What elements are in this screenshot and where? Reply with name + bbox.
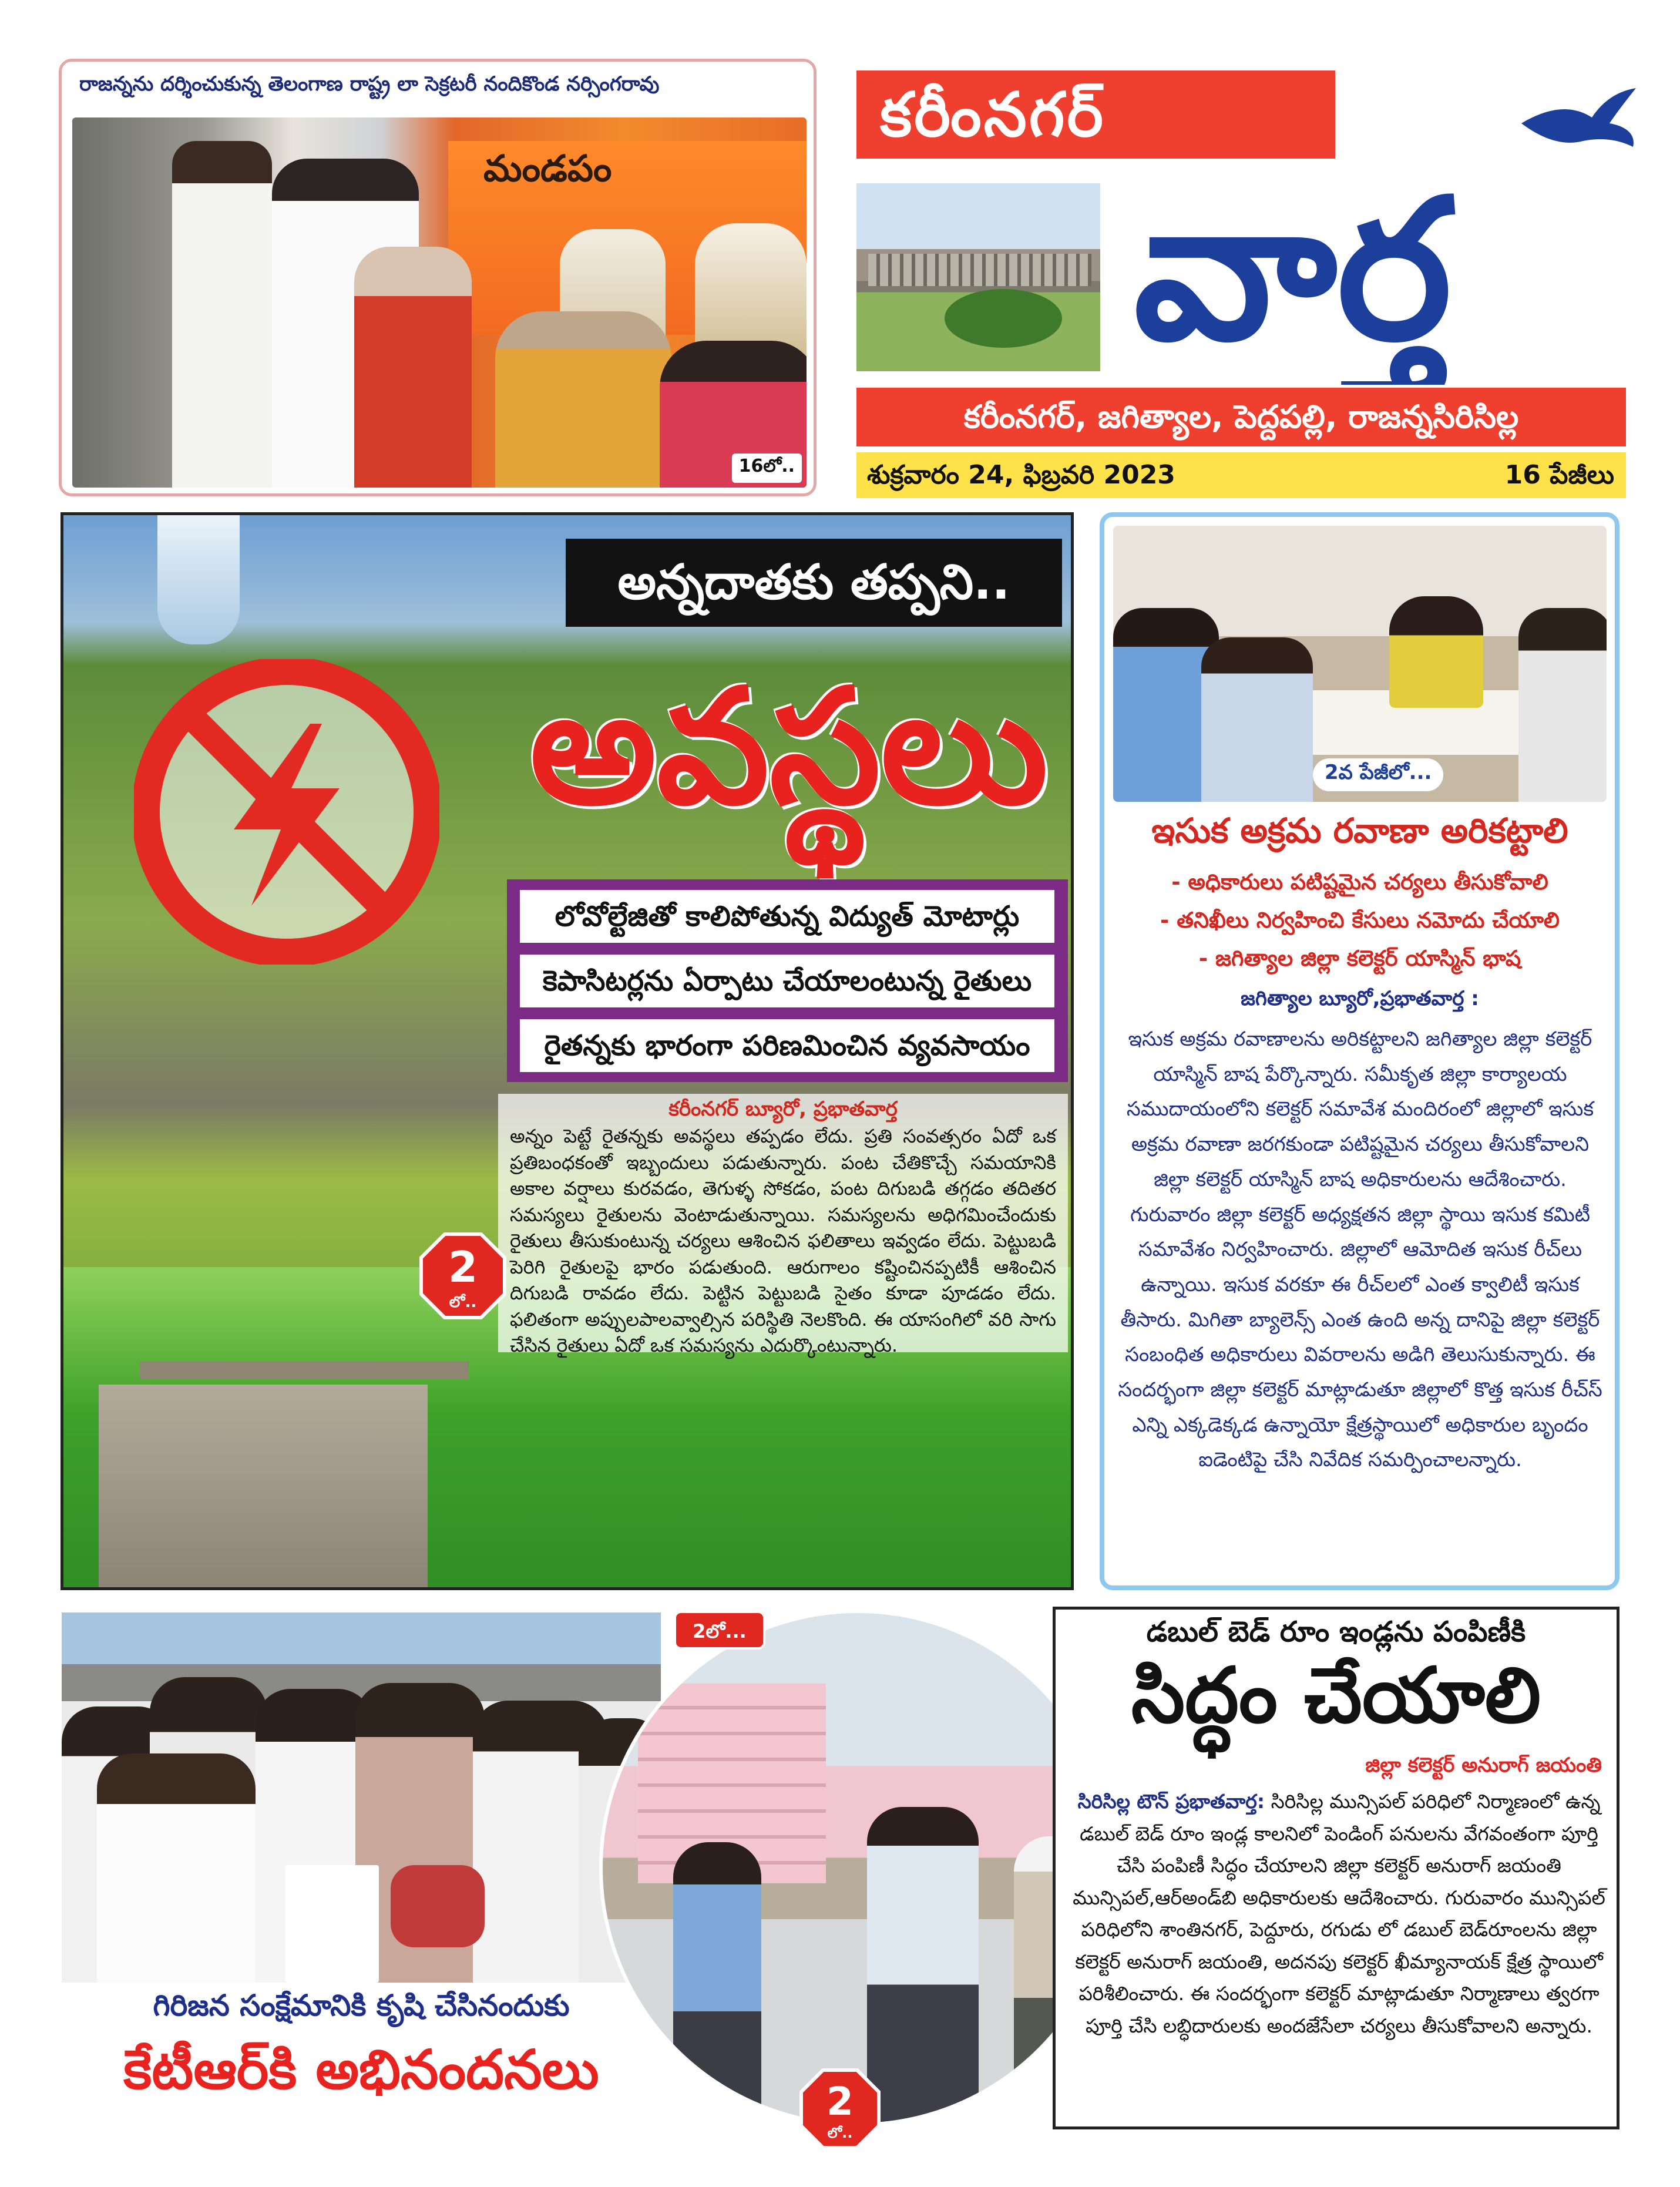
lead-kicker: అన్నదాతకు తప్పని.. xyxy=(566,539,1062,627)
house-body-text: సిరిసిల్ల మున్సిపల్ పరిధిలో నిర్మాణంలో ఉన్న డబుల్ బెడ్ రూం ఇండ్ల కాలనిలో పెండింగ్ పనులను వేగవంతంగా పూర్తి చేసి పంపిణీ సిద్ధం చేయాలని జిల్లా కలెక్టర్ అనురాగ్ జయంతి మున్సిపల్,ఆర్‌అండ్‌బి అధికారులకు ఆదేశించారు. గురువారం మున్సిపల్ పరిధిలోని శాంతినగర్, పెద్దూరు, రగుడు లో డబుల్ బెడ్‌రూంలను జిల్లా కలెక్టర్ అనురాగ్ జయంతి, అదనపు కలెక్టర్ ఖీమ్యానాయక్ క్షేత్ర స్థాయిలో పరిశీలించారు. ఈ సందర్భంగా కలెక్టర్ మాట్లాడుతూ నిర్మాణాలు త్వరగా పూర్తి చేసి లబ్ధిదారులకు అందజేసేలా చర్యలు తీసుకోవాలని అన్నారు. xyxy=(1073,1790,1605,2037)
lead-subhead: లోవోల్టేజితో కాలిపోతున్న విద్యుత్ మోటార్లు xyxy=(520,890,1054,943)
no-power-sign-icon xyxy=(134,659,439,965)
house-kicker: డబుల్ బెడ్ రూం ఇండ్లను పంపిణీకి xyxy=(1146,1615,1526,1648)
house-headline: సిద్ధం చేయాలి xyxy=(1131,1651,1541,1740)
sand-bullet: - అధికారులు పటిష్టమైన చర్యలు తీసుకోవాలి xyxy=(1171,869,1548,895)
top-photo-caption: రాజన్నను దర్శించుకున్న తెలంగాణ రాష్ట్ర లా సెక్రటరీ నందికొండ నర్సింగరావు xyxy=(79,72,660,96)
page-jump-tag-icon[interactable] xyxy=(673,1610,767,1651)
lead-byline: కరీంనగర్ బ్యూరో, ప్రభాతవార్త xyxy=(668,1097,898,1121)
ktr-group-photo xyxy=(62,1612,661,1983)
sand-headline: ఇసుక అక్రమ రవాణా అరికట్టాలి xyxy=(1151,811,1568,851)
sand-body: ఇసుక అక్రమ రవాణాలను అరికట్టాలని జగిత్యాల జిల్లా కలెక్టర్ యాస్మిన్ బాష పేర్కొన్నారు. సమీకృత జిల్లా కార్యాలయ సముదాయంలోని కలెక్టర్ సమావేశ మందిరంలో జిల్లాలో ఇసుక అక్రమ రవాణా జరగకుండా పటిష్టమైన చర్యలు తీసుకోవాలని జిల్లా కలెక్టర్ యాస్మిన్ బాష అధికారులను ఆదేశించారు. గురువారం జిల్లా కలెక్టర్ అధ్యక్షతన జిల్లా స్థాయి ఇసుక కమిటీ సమావేశం నిర్వహించారు. జిల్లాలో ఆమోదిత ఇసుక రీచ్‌లు ఉన్నాయి. ఇసుక వరకూ ఈ రీచ్‌లలో ఎంత క్వాలిటీ ఇసుక తీసారు. మిగితా బ్యాలెన్స్ ఎంత ఉంది అన్న దానిపై జిల్లా కలెక్టర్ సంబంధిత అధికారులు వివరాలను అడిగి తెలుసుకున్నారు. ఈ సందర్భంగా జిల్లా కలెక్టర్ మాట్లాడుతూ జిల్లాలో కొత్త ఇసుక రీచ్‌స్ ఎన్ని ఎక్కడెక్కడ ఉన్నాయో క్షేత్రస్థాయిలో అధికారుల బృందం ఐడెంటిపై చేసి నివేదిక సమర్పించాలన్నారు. xyxy=(1118,1027,1602,1472)
sand-story xyxy=(1100,512,1619,1590)
lead-subhead: కెపాసిటర్లను ఏర్పాటు చేయాలంటున్న రైతులు xyxy=(520,955,1054,1007)
lead-story xyxy=(61,512,1074,1590)
page-jump-suffix: లో.. xyxy=(449,1294,477,1311)
dove-icon xyxy=(1516,82,1639,159)
page-jump-label: 2లో... xyxy=(693,1620,747,1642)
house-byline: జిల్లా కలెక్టర్ అనురాగ్ జయంతి xyxy=(1365,1753,1602,1777)
lead-article xyxy=(498,1094,1068,1356)
house-lead-in: సిరిసిల్ల టౌన్ ప్రభాతవార్త: xyxy=(1077,1790,1265,1813)
lead-subhead: రైతన్నకు భారంగా పరిణమించిన వ్యవసాయం xyxy=(520,1019,1054,1072)
district-list-bar: కరీంనగర్, జగిత్యాల, పెద్దపల్లి, రాజన్నసిరిసిల్ల xyxy=(856,388,1626,446)
page-jump-number: 2 xyxy=(826,2079,854,2124)
ktr-caption-headline: కేటీఆర్‌కి అభినందనలు xyxy=(123,2038,599,2101)
lead-body: అన్నం పెట్టే రైతన్నకు అవస్థలు తప్పడం లేదు. ప్రతి సంవత్సరం ఏదో ఒక ప్రతిబంధకంతో ఇబ్బందులు పడుతున్నారు. పంట చేతికొచ్చే సమయానికి అకాల వర్షాలు కురవడం, తెగుళ్ళ సోకడం, పంట దిగుబడి తగ్గడం తదితర సమస్యలు రైతులను వెంటాడుతున్నాయి. సమస్యలను అధిగమించేందుకు రైతులు తీసుకుంటున్న చర్యలు ఆశించిన ఫలితాలు ఇవ్వడం లేదు. పెట్టుబడి పెరిగి రైతులపై భారం పడుతుంది. ఆరుగాలం కష్టించినప్పటికీ ఆశించిన దిగుబడి రావడం లేదు. పెట్టిన పెట్టుబడి సైతం కూడా పూడడం లేదు. ఫలితంగా అప్పులపాలవ్వాల్సిన పరిస్థితి నెలకొంది. ఈ యాసంగిలో వరి సాగు చేసిన రైతులు ఏదో ఒక సమస్యను ఎదుర్కొంటున్నారు. xyxy=(510,1125,1056,1356)
page-count: 16 పేజీలు xyxy=(1504,460,1614,490)
date-bar xyxy=(856,452,1626,498)
lead-headline: అవస్థలు xyxy=(529,654,1049,839)
page-jump-number: 2 xyxy=(448,1242,478,1292)
issue-date: శుక్రవారం 24, ఫిబ్రవరి 2023 xyxy=(867,460,1175,490)
dam-photo xyxy=(856,183,1100,371)
ktr-caption-kicker: గిరిజన సంక్షేమానికి కృషి చేసినందుకు xyxy=(153,1988,570,2023)
masthead-edition-name: కరీంనగర్ xyxy=(856,70,1335,159)
page-jump-label[interactable]: 16లో.. xyxy=(732,453,802,483)
page-jump-octagon-icon[interactable] xyxy=(799,2068,881,2150)
sand-bullet: - జగిత్యాల జిల్లా కలెక్టర్ యాస్మిన్ భాష xyxy=(1198,946,1521,971)
top-photo-box xyxy=(59,59,817,496)
temple-visit-photo xyxy=(72,117,807,488)
house-body xyxy=(1067,1786,1611,2042)
sand-bullet: - తనిఖీలు నిర్వహించి కేసులు నమోదు చేయాలి xyxy=(1160,908,1560,933)
page-jump-suffix: లో.. xyxy=(827,2125,853,2141)
housing-inspection-photo xyxy=(599,1610,1116,2126)
lead-subheads xyxy=(507,879,1068,1082)
page-jump-octagon-icon[interactable] xyxy=(419,1232,507,1320)
page-jump-label[interactable]: 2వ పేజీలో... xyxy=(1313,758,1443,791)
banner-text: మండపం xyxy=(483,147,612,190)
sand-byline: జగిత్యాల బ్యూరో,ప్రభాతవార్త : xyxy=(1241,987,1479,1010)
house-story xyxy=(1053,1607,1619,2129)
masthead-title: వార్త xyxy=(1134,157,1452,383)
meeting-photo xyxy=(1113,526,1607,802)
